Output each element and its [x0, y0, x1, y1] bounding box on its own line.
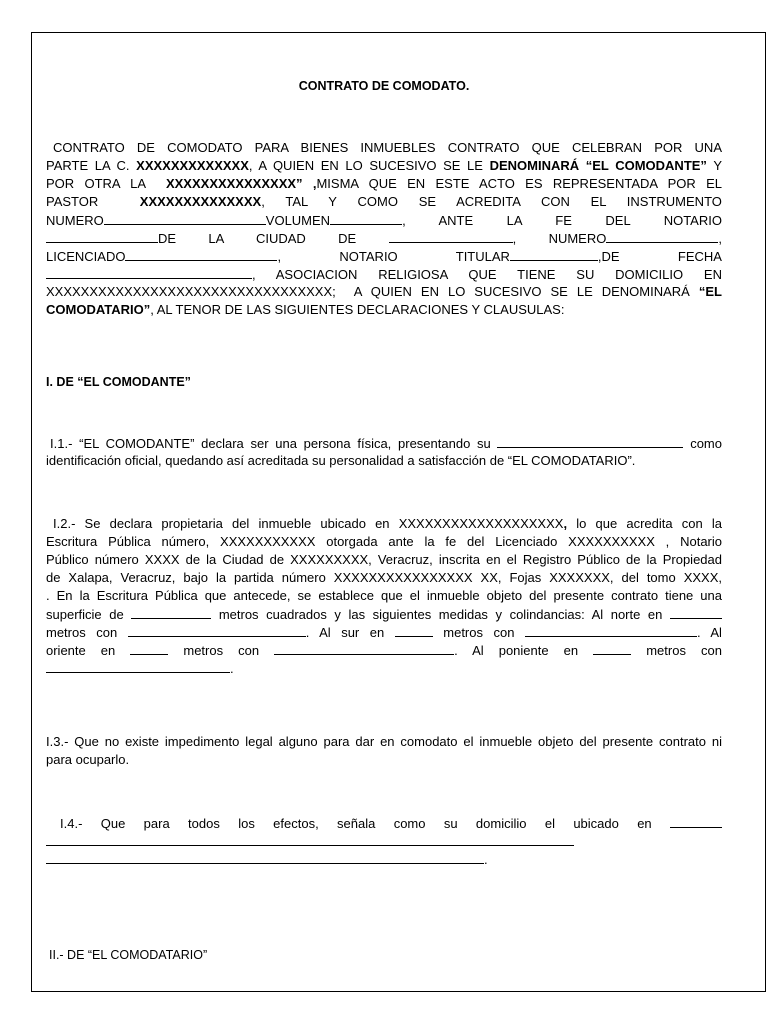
- clause-i3: I.3.- Que no existe impedimento legal alguno para dar en comodato el inmueble objeto del presente contrato ni para ocuparlo.: [46, 734, 722, 767]
- intro-paragraph: CONTRATO DE COMODATO PARA BIENES INMUEBLES CONTRATO QUE CELEBRAN POR UNA PARTE LA C. XXXXXXXXXXXXX, A QUIEN EN LO SUCESIVO SE LE DENOMINARÁ “EL COMODANTE” Y POR OTRA LA XXXXXXXXXXXXXXX” ,MISMA QUE EN ESTE ACTO ES REPRESENTADA POR EL PASTOR XXXXXXXXXXXXXX, TAL Y COMO SE ACREDITA CON EL INSTRUMENTO NUMERO VOLUMEN , ANTE LA FE DEL NOTARIO DE LA CIUDAD DE , NUMERO , LICENCIADO , NOTARIO TITULAR ,DE FECHA , ASOCIACION RELIGIOSA QUE TIENE SU DOMICILIO EN XXXXXXXXXXXXXXXXXXXXXXXXXXXXXXXXX; A QUIEN EN LO SUCESIVO SE LE DENOMINARÁ “EL COMODATARIO”, AL TENOR DE LAS SIGUIENTES DECLARACIONES Y CLAUSULAS:: [46, 140, 722, 317]
- section-heading-comodatario: II.- DE “EL COMODATARIO”: [49, 948, 208, 962]
- document-title: CONTRATO DE COMODATO.: [298, 79, 470, 93]
- section-heading-comodante: I. DE “EL COMODANTE”: [46, 375, 191, 389]
- clause-i1: I.1.- “EL COMODANTE” declara ser una persona física, presentando su como identificación oficial, quedando así acreditada su personalidad a satisfacción de “EL COMODATARIO”.: [46, 436, 722, 468]
- clause-i2: I.2.- Se declara propietaria del inmueble ubicado en XXXXXXXXXXXXXXXXXXX, lo que acredita con la Escritura Pública número, XXXXXXXXXXX otorgada ante la fe del Licenciado XXXXXXXXXX , Notario Público número XXXX de la Ciudad de XXXXXXXXX, Veracruz, inscrita en el Registro Público de la Propiedad de Xalapa, Veracruz, bajo la partida número XXXXXXXXXXXXXXXX XX, Fojas XXXXXXX, del tomo XXXX, . En la Escritura Pública que antecede, se establece que el inmueble objeto del presente contrato tiene una superficie de metros cuadrados y las siguientes medidas y colindancias: Al norte en metros con . Al sur en metros con . Al oriente en metros con . Al poniente en metros con .: [46, 516, 722, 676]
- clause-i4: I.4.- Que para todos los efectos, señala como su domicilio el ubicado en .: [46, 814, 722, 868]
